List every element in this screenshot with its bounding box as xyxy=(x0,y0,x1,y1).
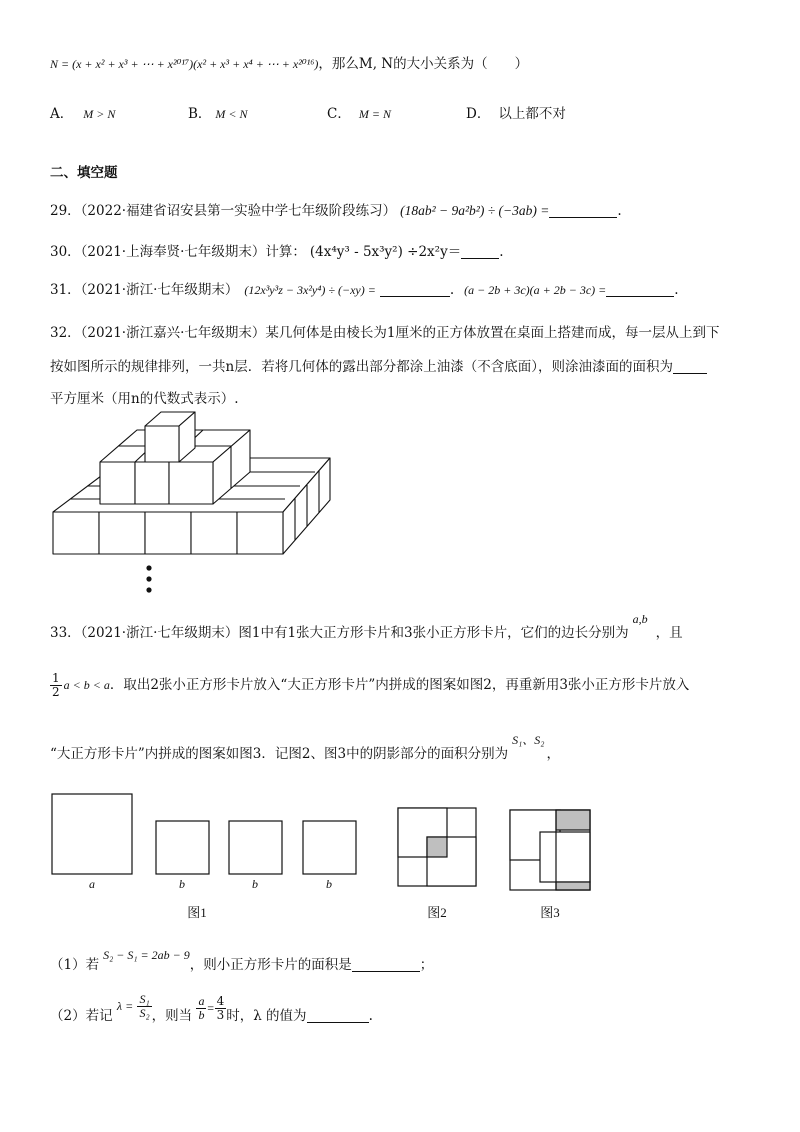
q33-inequality: a < b < a xyxy=(63,678,110,692)
q32-answer-blank[interactable] xyxy=(673,359,707,374)
label-b-2: b xyxy=(252,877,258,891)
half-fraction: $\frac{1}{2}$ xyxy=(52,671,60,699)
sub1-answer-blank[interactable] xyxy=(352,957,420,972)
n-expression: N = (x + x² + x³ + ⋯ + x²⁰¹⁷)(x² + x³ + x⁴ + ⋯ + x²⁰¹⁶) xyxy=(50,57,319,71)
q29-expression: (18ab² − 9a²b²) ÷ (−3ab) = xyxy=(400,203,550,218)
sub2-answer-blank[interactable] xyxy=(307,1008,369,1023)
option-a[interactable]: A． M > N xyxy=(50,106,116,122)
question-33-part-1: （1）若S₂ − S₁ = 2ab − 9，则小正方形卡片的面积是 ； xyxy=(50,948,434,973)
q31-expression-2: (a − 2b + 3c)(a + 2b − 3c) = xyxy=(464,283,607,297)
q30-answer-blank[interactable] xyxy=(461,244,499,259)
section-title: 二、填空题 xyxy=(50,165,118,181)
q31-expression-1: (12x³y³z − 3x²y⁴) ÷ (−xy) = xyxy=(244,283,376,297)
option-d[interactable]: D． 以上都不对 xyxy=(466,106,566,122)
question-32-line-3: 平方厘米（用n的代数式表示）. xyxy=(50,391,239,407)
n-expression-line xyxy=(50,52,528,72)
question-33-part-2: （2）若记 λ = $\frac{\text{S₁}}{\text{S₂}}$ ，则当 $\frac{a}{b}$ = $\frac{4}{3}$ 时，λ 的值为 . xyxy=(50,992,373,1024)
small-square-card-2 xyxy=(229,821,282,874)
large-square-card xyxy=(52,794,132,874)
q31-answer-blank-1[interactable] xyxy=(380,282,450,297)
question-33-line-3: “大正方形卡片”内拼成的图案如图3．记图2、图3中的阴影部分的面积分别为S₁、S₂， xyxy=(50,733,560,762)
question-33-line-2: $\frac{1}{2}$ a < b < a．取出2张小正方形卡片放入“大正方形卡片”内拼成的图案如图2，再重新用3张小正方形卡片放入 xyxy=(52,671,690,699)
q33-s-vars: S₁、S₂ xyxy=(512,733,545,747)
card-figures xyxy=(40,788,610,928)
lambda-label: λ = xyxy=(116,999,134,1013)
cube-stack-figure xyxy=(45,410,345,600)
option-b[interactable]: B． M < N xyxy=(188,106,248,122)
continuation-dots xyxy=(146,565,151,592)
question-32-line-2: 按如图所示的规律排列，一共n层．若将几何体的露出部分都涂上油漆（不含底面），则涂油漆面的面积为 xyxy=(50,355,707,375)
label-b-3: b xyxy=(326,877,332,891)
option-c[interactable]: C． M = N xyxy=(327,106,391,122)
label-a: a xyxy=(89,877,95,891)
four-thirds-fraction: $\frac{4}{3}$ xyxy=(216,994,225,1022)
question-33-line-1: 33．（2021·浙江·七年级期末）图1中有1张大正方形卡片和3张小正方形卡片，它们的边长分别为a,b，且 xyxy=(50,612,683,641)
figure-1-caption: 图1 xyxy=(187,905,207,920)
q33-vars-ab: a,b xyxy=(632,612,648,626)
label-b-1: b xyxy=(179,877,185,891)
q30-expression: (4x⁴y³ - 5x³y²) ÷2x²y＝ xyxy=(309,244,462,260)
figure-3-shaded-top xyxy=(556,810,590,830)
question-29: 29．（2022·福建省诏安县第一实验中学七年级阶段练习） (18ab² − 9a²b²) ÷ (−3ab) = . xyxy=(50,203,622,219)
question-30: 30．（2021·上海奉贤·七年级期末）计算： (4x⁴y³ - 5x³y²) ÷2x²y＝ . xyxy=(50,244,504,260)
q31-answer-blank-2[interactable] xyxy=(606,282,674,297)
small-square-card-1 xyxy=(156,821,209,874)
small-square-card-3 xyxy=(303,821,356,874)
n-expression-suffix: ，那么M, N的大小关系为（ ） xyxy=(318,56,529,72)
question-32-line-1: 32．（2021·浙江嘉兴·七年级期末）某几何体是由棱长为1厘米的正方体放置在桌面上搭建而成，每一层从上到下 xyxy=(50,325,720,341)
question-31: 31．（2021·浙江·七年级期末） (12x³y³z − 3x²y⁴) ÷ (−xy) = . (a − 2b + 3c)(a + 2b − 3c) = . xyxy=(50,282,679,298)
sub1-expression: S₂ − S₁ = 2ab − 9 xyxy=(103,948,190,962)
figure-2-caption: 图2 xyxy=(427,905,447,920)
figure-3-caption: 图3 xyxy=(540,905,560,920)
figure-3-shaded-bottom xyxy=(556,882,590,890)
a-over-b-fraction: $\frac{a}{b}$ xyxy=(198,994,205,1022)
figure-2-shaded-region xyxy=(427,837,447,857)
q29-answer-blank[interactable] xyxy=(549,203,617,218)
lambda-fraction: $\frac{\text{S₁}}{\text{S₂}}$ xyxy=(139,992,150,1020)
